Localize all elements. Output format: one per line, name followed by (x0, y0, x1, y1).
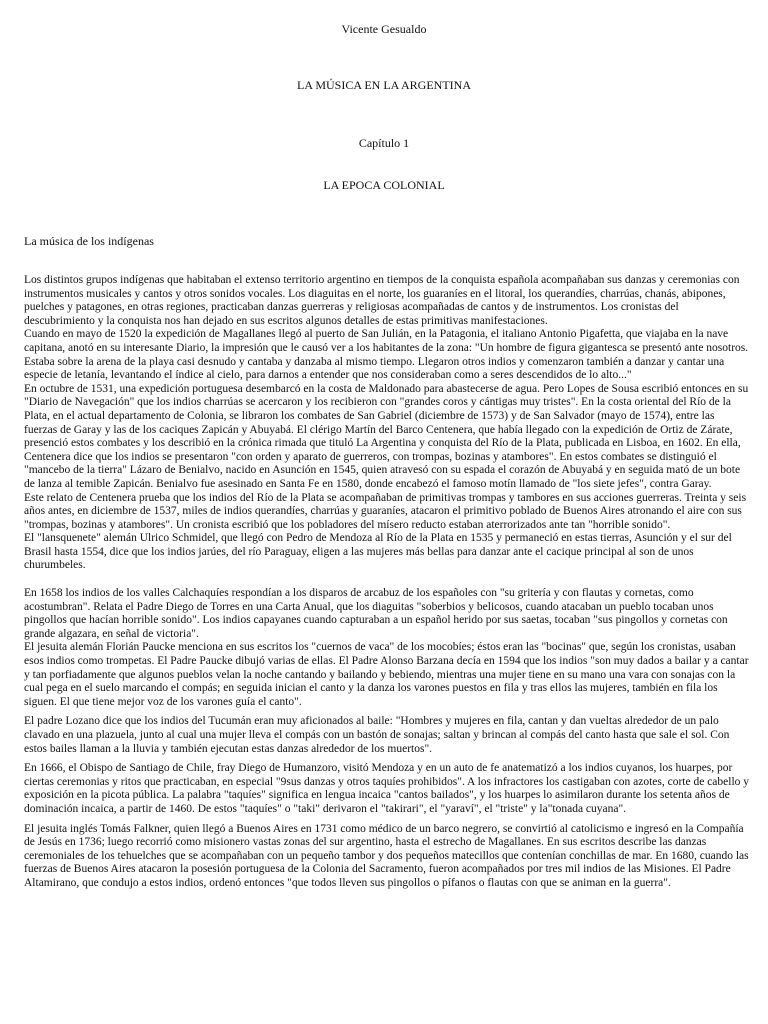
paragraph: Los distintos grupos indígenas que habitaban el extenso territorio argentino en tiempos de la conquista española acompañaban sus danzas y ceremonias con instrumentos musicales y cantos y otros sonidos vocales. Los diaguitas en el norte, los guaraníes en el litoral, los querandíes, charrúas, chanás, abipones, puelches y patagones, en otras regiones, practicaban danzas guerreras y religiosas acompañadas de cantos y de instrumentos. Los cronistas del descubrimiento y la conquista nos han dejado en sus escritos algunos detalles de estas primitivas manifestaciones. (24, 274, 740, 327)
paragraph: Cuando en mayo de 1520 la expedición de Magallanes llegó al puerto de San Julián, en la Patagonia, el italiano Antonio Pigafetta, que viajaba en la nave capitana, anotó en su interesante Diario, la impresión que le causó ver a los habitantes de la zona: "Un hombre de figura gigantesca se presentó ante nosotros. Estaba sobre la arena de la playa casi desnudo y cantaba y danzaba al mismo tiempo. Llegaron otros indios y comenzaron también a danzar y cantar una especie de letanía, levantando el índice al cielo, para darnos a entender que nos consideraban como a seres descendidos de lo alto..." (24, 328, 749, 382)
chapter-number: Capítulo 1 (358, 136, 410, 150)
chapter-title: LA EPOCA COLONIAL (323, 178, 445, 192)
paragraph: En octubre de 1531, una expedición portuguesa desembarcó en la costa de Maldonado para abastecerse de agua. Pero Lopes de Sousa escribió entonces en su "Diario de Navegación" que los indios charrúas se acercaron y los recibieron con "grandes coros y cántigas muy tristes". En la costa oriental del Río de la Plata, en el actual departamento de Colonia, se libraron los combates de San Gabriel (diciembre de 1573) y de San Salvador (mayo de 1574), entre las fuerzas de Garay y las de los caciques Zapicán y Abuyabá. El clérigo Martín del Barco Centenera, que había llegado con la expedición de Ortiz de Zárate, presenció estos combates y los describió en la crónica rimada que tituló La Argentina y conquista del Río de la Plata, publicada en Lisboa, en 1602. En ella, Centenera dice que los indios se presentaron "con orden y aparato de guerreros, con trompas, bozinas y atambores". En estos combates se distinguió el "mancebo de la tierra" Lázaro de Benialvo, nacido en Asunción en 1545, quien atravesó con su espada el corazón de Abuyabá y en seguida mató de un bote de lanza al temible Zapicán. Benialvo fue asesinado en Santa Fe en 1580, donde encabezó el famoso motín llamado de "los siete jefes", contra Garay. (24, 382, 749, 490)
paragraph: En 1658 los indios de los valles Calchaquíes respondían a los disparos de arcabuz de los españoles con "su gritería y con flautas y cornetas, como acostumbran". Relata el Padre Diego de Torres en una Carta Anual, que los diaguitas "soberbios y belicosos, cuando atacaban un pueblo tocaban unos pingollos que hacían horrible sonido". Los indios capayanes cuando capturaban a un español herido por sus saetas, tocaban "sus pingollos y cornetas con grande algazara, en señal de victoria". (24, 587, 728, 640)
section-title: La música de los indígenas (24, 234, 154, 248)
paragraph: Este relato de Centenera prueba que los indios del Río de la Plata se acompañaban de primitivas trompas y tambores en sus acciones guerreras. Treinta y seis años antes, en diciembre de 1537, miles de indios querandíes, charrúas y guaraníes, atacaron el primitivo poblado de Buenos Aires atronando el aire con sus "trompas, bozinas y atambores". Un cronista escribió que los pobladores del mísero reducto estaban aterrorizados ante tan "horrible sonido". (24, 491, 747, 531)
paragraph: El "lansquenete" alemán Ulrico Schmidel, que llegó con Pedro de Mendoza al Río de la Plata en 1535 y permaneció en estas tierras, Asunción y el sur del Brasil hasta 1554, dice que los indios jarúes, del río Paraguay, eligen a las mujeres más bellas para danzar ante el cacique principal al son de unos churumbeles. (24, 532, 732, 572)
book-title: LA MÚSICA EN LA ARGENTINA (296, 78, 471, 92)
body-text (24, 274, 750, 891)
paragraph: El padre Lozano dice que los indios del Tucumán eran muy aficionados al baile: "Hombres y mujeres en fila, cantan y dan vueltas alrededor de un palo clavado en una plazuela, junto al cual una mujer lleva el compás con un bastón de sonajas; saltan y brincan al compás del canto hasta que sale el sol. Con estos bailes llaman a la lluvia y también ejecutan estas danzas alrededor de los muertos". (24, 715, 730, 755)
paragraph: El jesuita alemán Florián Paucke menciona en sus escritos los "cuernos de vaca" de los mocobíes; éstos eran las "bocinas" que, según los cronistas, usaban esos indios como trompetas. El Padre Paucke dibujó varias de ellas. El Padre Alonso Barzana decía en 1594 que los indios "son muy dados a bailar y a cantar y tan porfiadamente que algunos pueblos velan la noche cantando y bailando y bebiendo, mientras una mujer tiene en su mano una vara con sonajas con la cual pega en el suelo marcando el compás; en seguida inician el canto y la danza los varones puestos en fila y tras ellos las mujeres, también en fila los siguen. El que tiene mejor voz de los varones guía el canto". (24, 641, 749, 708)
author-name: Vicente Gesualdo (341, 22, 427, 36)
paragraph: En 1666, el Obispo de Santiago de Chile, fray Diego de Humanzoro, visitó Mendoza y en un auto de fe anatematizó a los indios cuyanos, los huarpes, por ciertas ceremonias y ritos que practicaban, en especial "9sus danzas y otros taquíes prohibidos". A los infractores los castigaban con azotes, corte de cabello y exposición en la picota pública. La palabra "taquíes" significa en lengua incaica "cantos bailados", y los huarpes lo asimilaron durante los setenta años de dominación incaica, a partir de 1460. De estos "taquíes" o "taki" derivaron el "takirari", el "yaraví", el "triste" y la"tonada cuyana". (24, 762, 750, 815)
paragraph: El jesuita inglés Tomás Falkner, quien llegó a Buenos Aires en 1731 como médico de un barco negrero, se convirtió al catolicismo e ingresó en la Compañía de Jesús en 1736; luego recorrió como misionero vastas zonas del sur argentino, hasta el estrecho de Magallanes. En sus escritos describe las danzas ceremoniales de los tehuelches que se acompañaban con un pequeño tambor y dos pequeños matecillos que contenían conchillas de mar. En 1680, cuando las fuerzas de Buenos Aires atacaron la posesión portuguesa de la Colonia del Sacramento, fueron acompañados por tres mil indios de las Misiones. El Padre Altamirano, que condujo a estos indios, ordenó entonces "que todos lleven sus pingollos o pífanos o flautas con que se animan en la guerra". (24, 822, 749, 889)
